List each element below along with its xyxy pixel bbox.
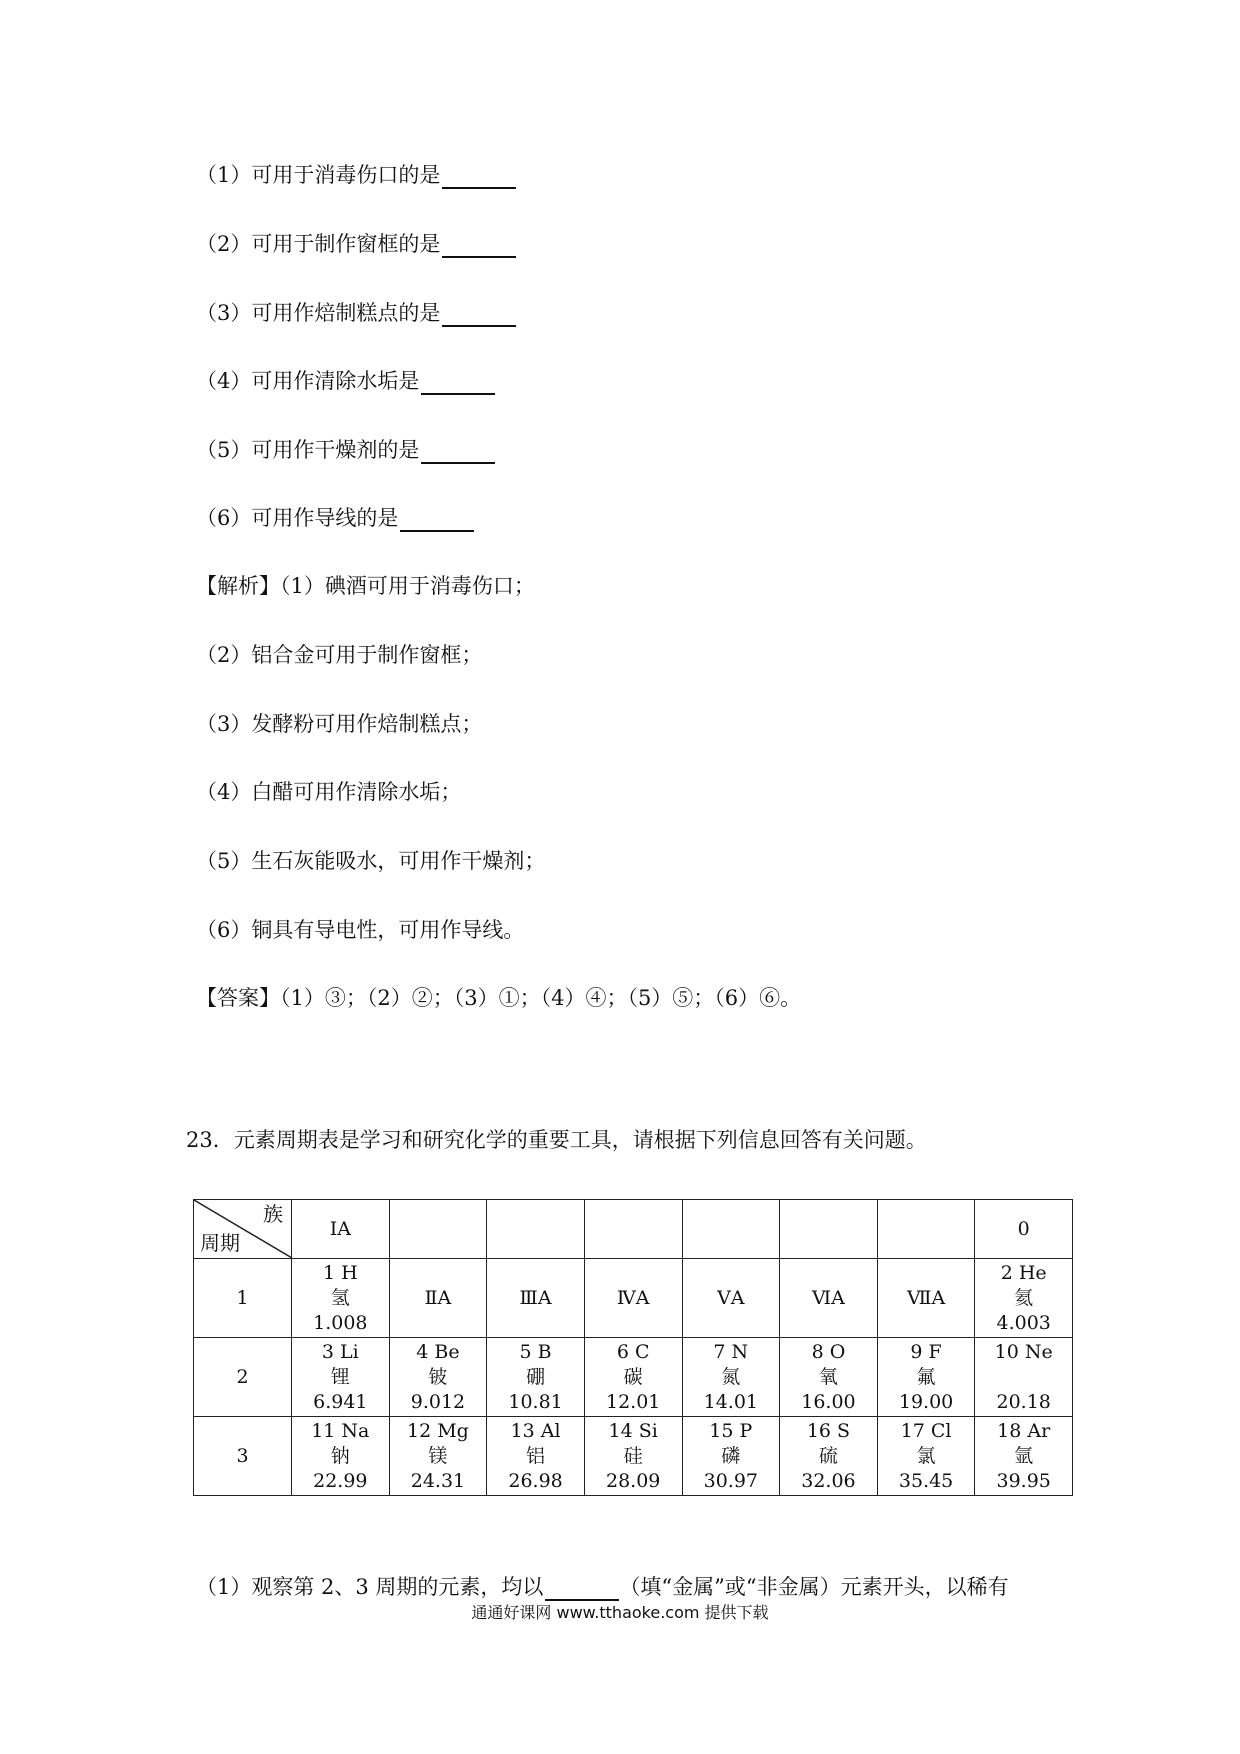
- group-label-cell: ⅡA: [389, 1259, 487, 1338]
- question-5-text: （5）可用作干燥剂的是: [196, 438, 420, 462]
- period-number: 2: [194, 1338, 292, 1417]
- analysis-text-2: （2）铝合金可用于制作窗框；: [196, 643, 483, 667]
- analysis-tag: 【解析】: [196, 574, 280, 598]
- element-symbol: 1 H: [322, 1261, 358, 1284]
- question-6-text: （6）可用作导线的是: [196, 506, 399, 530]
- element-cell-Ar: [975, 1417, 1073, 1496]
- period-number: 1: [194, 1259, 292, 1338]
- element-name: 镁: [428, 1444, 448, 1467]
- question-4: [196, 367, 495, 395]
- element-cell-C: [584, 1338, 682, 1417]
- answer-blank-6: [400, 508, 474, 532]
- element-cell-Li: [292, 1338, 390, 1417]
- element-symbol: 17 Cl: [900, 1419, 952, 1442]
- element-symbol: 6 C: [616, 1340, 650, 1363]
- element-mass: 28.09: [605, 1469, 661, 1492]
- analysis-text-1: （1）碘酒可用于消毒伤口；: [280, 574, 535, 598]
- element-mass: 20.18: [996, 1390, 1051, 1413]
- element-symbol: 2 He: [1000, 1261, 1047, 1284]
- analysis-line-2: [196, 641, 482, 669]
- periodic-table: [193, 1199, 1073, 1496]
- answer-blank-1: [442, 165, 516, 189]
- element-symbol: 9 F: [910, 1340, 942, 1363]
- group-label-cell: ⅦA: [877, 1259, 975, 1338]
- analysis-text-5: （5）生石灰能吸水，可用作干燥剂；: [196, 849, 546, 873]
- element-name: 磷: [721, 1444, 741, 1467]
- element-cell-Mg: [389, 1417, 487, 1496]
- answer-blank-4: [421, 371, 495, 395]
- group-label-cell: ⅢA: [487, 1259, 585, 1338]
- element-mass: 35.45: [898, 1469, 954, 1492]
- answer-blank-23-1: [545, 1577, 619, 1601]
- question-6: [196, 504, 474, 532]
- element-name: 钠: [330, 1444, 350, 1467]
- element-mass: 39.95: [996, 1469, 1051, 1492]
- analysis-line-5: [196, 847, 545, 875]
- question-4-text: （4）可用作清除水垢是: [196, 369, 420, 393]
- header-cell: [780, 1200, 878, 1259]
- question-23-part-1-after: （填“金属”或“非金属）元素开头，以稀有: [619, 1575, 1009, 1599]
- element-name: 氧: [818, 1365, 838, 1388]
- element-symbol: 4 Be: [416, 1340, 460, 1363]
- question-23: [186, 1126, 927, 1154]
- element-cell-S: [780, 1417, 878, 1496]
- element-mass: 30.97: [703, 1469, 759, 1492]
- table-row-period-2: [194, 1338, 1073, 1417]
- element-symbol: 11 Na: [311, 1419, 370, 1442]
- analysis-line-1: [196, 572, 535, 600]
- element-mass: 14.01: [703, 1390, 759, 1413]
- question-1: [196, 161, 516, 189]
- element-symbol: 3 Li: [321, 1340, 359, 1363]
- header-cell: ⅠA: [292, 1200, 390, 1259]
- table-header-row: [194, 1200, 1073, 1259]
- analysis-text-4: （4）白醋可用作清除水垢；: [196, 780, 462, 804]
- header-cell: [682, 1200, 780, 1259]
- element-cell-Ne: [975, 1338, 1073, 1417]
- element-name: 铍: [428, 1365, 448, 1388]
- element-name: 硼: [526, 1365, 546, 1388]
- question-5: [196, 436, 495, 464]
- element-cell-N: [682, 1338, 780, 1417]
- element-name: 锂: [330, 1365, 350, 1388]
- element-mass: 16.00: [801, 1390, 856, 1413]
- element-cell-P: [682, 1417, 780, 1496]
- analysis-text-3: （3）发酵粉可用作焙制糕点；: [196, 712, 483, 736]
- element-symbol: 10 Ne: [994, 1340, 1053, 1363]
- element-cell-H: [292, 1259, 390, 1338]
- element-cell-F: [877, 1338, 975, 1417]
- group-label-cell: ⅥA: [780, 1259, 878, 1338]
- analysis-text-6: （6）铜具有导电性，可用作导线。: [196, 918, 525, 942]
- answer-tag: 【答案】: [196, 986, 280, 1010]
- element-mass: 26.98: [508, 1469, 563, 1492]
- question-3: [196, 299, 516, 327]
- element-mass: 24.31: [410, 1469, 466, 1492]
- element-cell-Si: [584, 1417, 682, 1496]
- element-mass: 12.01: [605, 1390, 661, 1413]
- element-name: 氯: [916, 1444, 936, 1467]
- element-name: 氩: [1014, 1444, 1034, 1467]
- table-corner-cell: [194, 1200, 292, 1259]
- element-cell-Al: [487, 1417, 585, 1496]
- element-cell-O: [780, 1338, 878, 1417]
- answer-text: （1）③；（2）②；（3）①；（4）④；（5）⑤；（6）⑥。: [280, 986, 802, 1010]
- header-cell: 0: [975, 1200, 1073, 1259]
- question-23-text: 23．元素周期表是学习和研究化学的重要工具，请根据下列信息回答有关问题。: [186, 1128, 927, 1152]
- element-name: 硫: [818, 1444, 838, 1467]
- element-cell-He: [975, 1259, 1073, 1338]
- element-mass: 22.99: [313, 1469, 368, 1492]
- element-symbol: 14 Si: [608, 1419, 658, 1442]
- header-cell: [877, 1200, 975, 1259]
- element-name: [975, 1365, 1072, 1390]
- element-name: 氟: [916, 1365, 936, 1388]
- element-mass: 32.06: [801, 1469, 856, 1492]
- element-symbol: 15 P: [709, 1419, 753, 1442]
- answer-line: [196, 984, 801, 1012]
- element-name: 铝: [526, 1444, 546, 1467]
- element-name: 硅: [623, 1444, 643, 1467]
- group-label-cell: ⅣA: [584, 1259, 682, 1338]
- answer-blank-3: [442, 303, 516, 327]
- element-name: 氮: [721, 1365, 741, 1388]
- header-cell: [487, 1200, 585, 1259]
- table-row-period-3: [194, 1417, 1073, 1496]
- element-mass: 1.008: [313, 1311, 368, 1334]
- element-cell-Be: [389, 1338, 487, 1417]
- question-2: [196, 230, 516, 258]
- element-mass: 4.003: [996, 1311, 1051, 1334]
- analysis-line-3: [196, 710, 482, 738]
- header-cell: [389, 1200, 487, 1259]
- answer-blank-5: [421, 440, 495, 464]
- element-cell-B: [487, 1338, 585, 1417]
- element-mass: 10.81: [508, 1390, 563, 1413]
- element-symbol: 16 S: [806, 1419, 851, 1442]
- page-footer: 通通好课网 www.tthaoke.com 提供下载: [471, 1603, 769, 1622]
- element-symbol: 7 N: [713, 1340, 749, 1363]
- question-23-part-1: [196, 1573, 1009, 1601]
- period-number: 3: [194, 1417, 292, 1496]
- corner-group-label: 族: [263, 1202, 283, 1226]
- answer-blank-2: [442, 234, 516, 258]
- element-mass: 19.00: [898, 1390, 954, 1413]
- header-cell: [584, 1200, 682, 1259]
- element-symbol: 8 O: [811, 1340, 846, 1363]
- question-3-text: （3）可用作焙制糕点的是: [196, 301, 441, 325]
- analysis-line-4: [196, 778, 461, 806]
- element-symbol: 18 Ar: [997, 1419, 1051, 1442]
- corner-period-label: 周期: [200, 1231, 240, 1255]
- element-name: 氦: [1014, 1286, 1034, 1309]
- element-cell-Cl: [877, 1417, 975, 1496]
- element-name: 氢: [330, 1286, 350, 1309]
- element-symbol: 13 Al: [510, 1419, 561, 1442]
- element-cell-Na: [292, 1417, 390, 1496]
- element-symbol: 5 B: [519, 1340, 552, 1363]
- group-label-cell: ⅤA: [682, 1259, 780, 1338]
- question-23-part-1-before: （1）观察第 2、3 周期的元素，均以: [196, 1575, 544, 1599]
- table-row-period-1: [194, 1259, 1073, 1338]
- element-mass: 9.012: [410, 1390, 466, 1413]
- analysis-line-6: [196, 916, 524, 944]
- element-mass: 6.941: [313, 1390, 368, 1413]
- question-1-text: （1）可用于消毒伤口的是: [196, 163, 441, 187]
- element-name: 碳: [623, 1365, 643, 1388]
- element-symbol: 12 Mg: [407, 1419, 469, 1442]
- question-2-text: （2）可用于制作窗框的是: [196, 232, 441, 256]
